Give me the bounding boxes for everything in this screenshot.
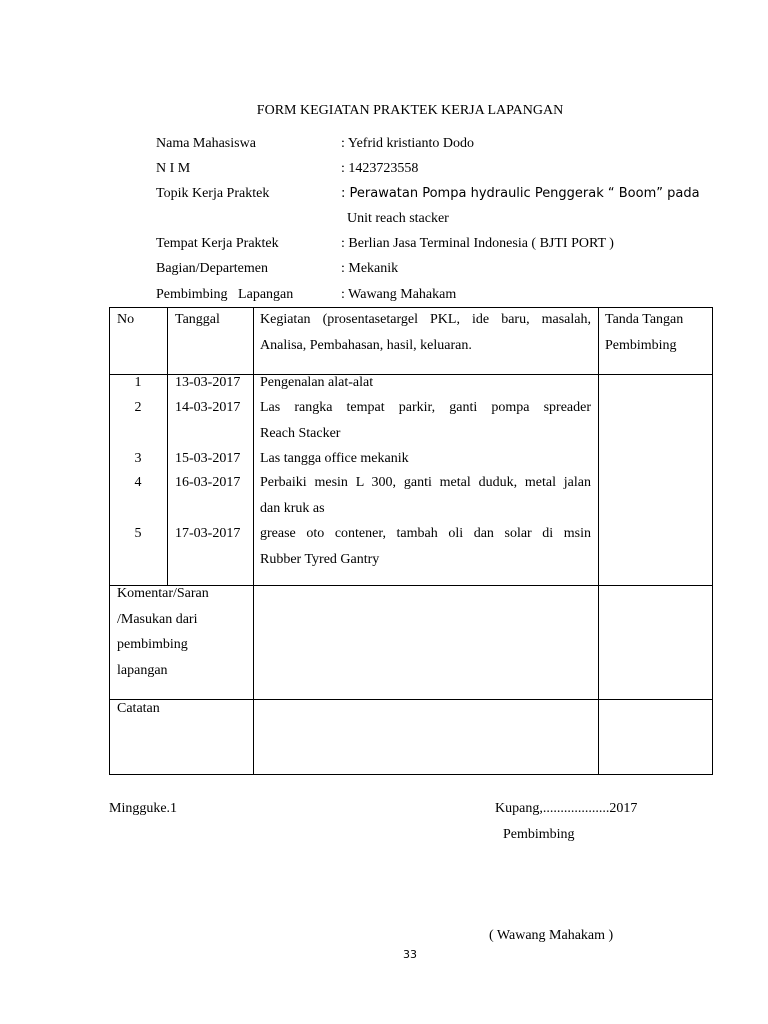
kota-tanggal: Kupang,...................2017 <box>495 801 638 816</box>
page-number: 33 <box>403 948 417 961</box>
field-label-nim: N I M <box>156 161 191 176</box>
col-divider-no <box>167 307 168 586</box>
header-tanggal: Tanggal <box>175 312 220 327</box>
field-label-nama: Nama Mahasiswa <box>156 136 256 151</box>
table-border-right <box>712 307 713 775</box>
row-no: 1 <box>134 375 142 390</box>
header-ttd-line2: Pembimbing <box>605 338 677 353</box>
komentar-label-line4: lapangan <box>117 663 168 678</box>
row-no: 5 <box>134 526 142 541</box>
field-value-nim: : 1423723558 <box>341 161 419 176</box>
header-ttd-line1: Tanda Tangan <box>605 312 684 327</box>
row-kegiatan: Las rangka tempat parkir, ganti pompa spreader <box>260 400 591 415</box>
col-divider-tanggal <box>253 307 254 775</box>
row-kegiatan: Perbaiki mesin L 300, ganti metal duduk, metal jalan <box>260 475 591 490</box>
header-kegiatan-line2: Analisa, Pembahasan, hasil, keluaran. <box>260 338 472 353</box>
komentar-label-line3: pembimbing <box>117 637 188 652</box>
row-no: 3 <box>134 451 142 466</box>
field-value-topik-cont: Unit reach stacker <box>347 211 449 226</box>
field-label-pembimbing: Pembimbing Lapangan <box>156 287 294 302</box>
row-kegiatan: grease oto contener, tambah oli dan solar di msin <box>260 526 591 541</box>
row-tanggal: 15-03-2017 <box>175 451 241 466</box>
field-value-bagian: : Mekanik <box>341 261 399 276</box>
komentar-label-line1: Komentar/Saran <box>117 586 209 601</box>
pembimbing-nama: ( Wawang Mahakam ) <box>489 928 614 943</box>
header-no: No <box>117 312 135 327</box>
table-border-left <box>109 307 110 775</box>
field-value-pembimbing: : Wawang Mahakam <box>341 287 457 302</box>
table-border-bottom <box>109 774 713 775</box>
catatan-label: Catatan <box>117 701 160 716</box>
col-divider-kegiatan <box>598 307 599 775</box>
row-kegiatan: Las tangga office mekanik <box>260 451 409 466</box>
row-kegiatan-cont: Reach Stacker <box>260 426 341 441</box>
komentar-label-line2: /Masukan dari <box>117 612 198 627</box>
row-tanggal: 14-03-2017 <box>175 400 241 415</box>
row-tanggal: 13-03-2017 <box>175 375 241 390</box>
row-kegiatan-cont: Rubber Tyred Gantry <box>260 552 380 567</box>
row-tanggal: 16-03-2017 <box>175 475 241 490</box>
header-kegiatan-line1: Kegiatan (prosentasetargel PKL, ide baru, masalah, <box>260 312 591 327</box>
row-no: 4 <box>134 475 142 490</box>
field-value-nama: : Yefrid kristianto Dodo <box>341 136 474 151</box>
field-value-tempat: : Berlian Jasa Terminal Indonesia ( BJTI PORT ) <box>341 236 614 251</box>
row-divider-komentar <box>109 699 713 700</box>
row-tanggal: 17-03-2017 <box>175 526 241 541</box>
field-label-topik: Topik Kerja Praktek <box>156 186 270 201</box>
row-kegiatan-cont: dan kruk as <box>260 501 325 516</box>
row-kegiatan: Pengenalan alat-alat <box>260 375 374 390</box>
field-label-bagian: Bagian/Departemen <box>156 261 268 276</box>
minggu-label: Mingguke.1 <box>109 801 178 816</box>
field-label-tempat: Tempat Kerja Praktek <box>156 236 279 251</box>
form-title: FORM KEGIATAN PRAKTEK KERJA LAPANGAN <box>256 103 564 118</box>
table-border-top <box>109 307 713 308</box>
row-no: 2 <box>134 400 142 415</box>
field-value-topik: : Perawatan Pompa hydraulic Penggerak “ Boom” pada <box>341 186 700 201</box>
pembimbing-label: Pembimbing <box>503 827 575 842</box>
